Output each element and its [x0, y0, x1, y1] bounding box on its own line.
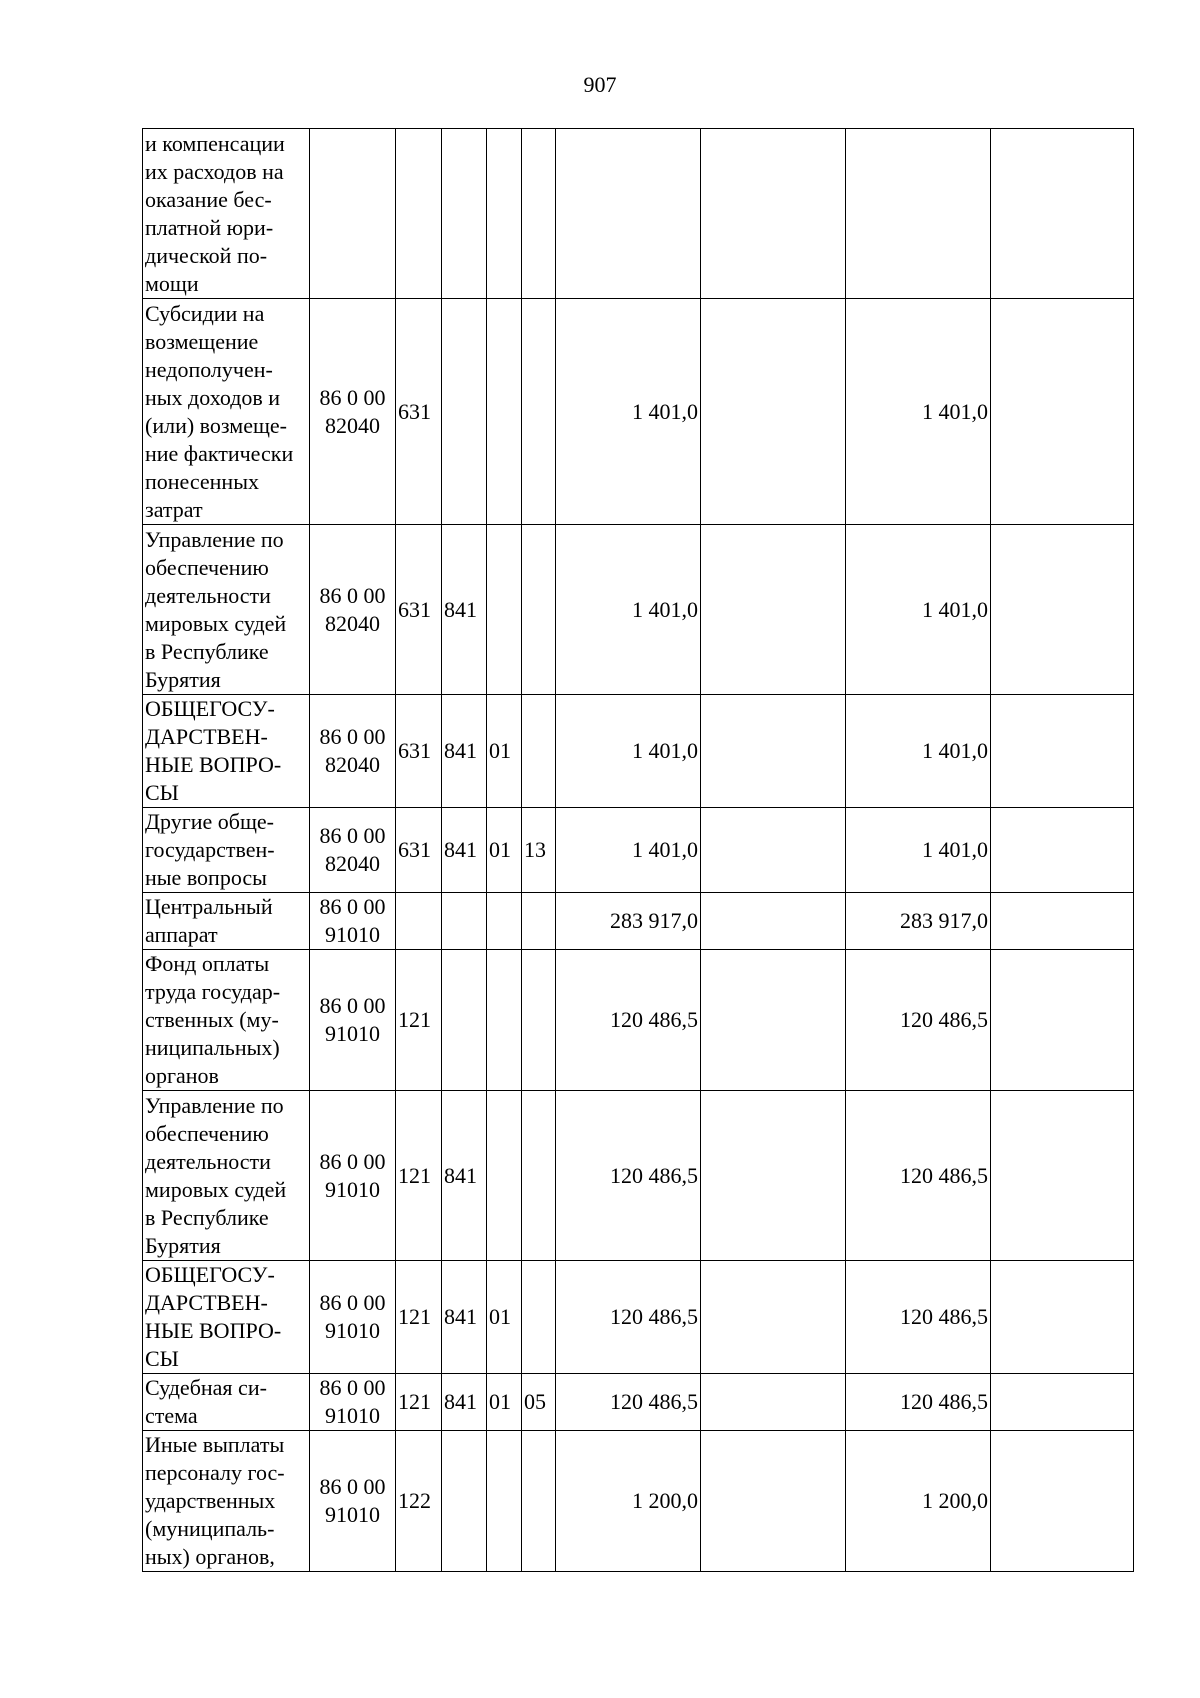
- row-csr-line: 91010: [325, 1176, 380, 1202]
- row-sum4-cell: [991, 695, 1134, 808]
- table-row: [143, 1431, 1134, 1572]
- row-name-line: дической по-: [145, 242, 268, 268]
- row-name-line: персоналу гос-: [145, 1460, 285, 1485]
- row-name-line: ные вопросы: [145, 865, 267, 890]
- row-name-line: и компенсации: [145, 130, 285, 156]
- row-name-line: платной юри-: [145, 214, 274, 240]
- row-name-cell: [143, 808, 310, 893]
- row-grbs-cell: [442, 1431, 487, 1572]
- row-csr-cell: [310, 950, 396, 1091]
- row-sum2-cell: [701, 808, 846, 893]
- row-name-line: органов: [145, 1063, 219, 1088]
- row-csr-cell: [310, 1431, 396, 1572]
- row-sum1-cell: 120 486,5: [556, 1261, 701, 1374]
- row-sum2-cell: [701, 299, 846, 525]
- row-grbs-cell: [442, 299, 487, 525]
- row-grbs-cell: [442, 129, 487, 299]
- row-csr-cell: [310, 1261, 396, 1374]
- row-csr-cell: [310, 1091, 396, 1261]
- row-name-line: возмещение: [145, 328, 259, 354]
- row-grbs-cell: 841: [442, 695, 487, 808]
- row-sum2-cell: [701, 1431, 846, 1572]
- row-sum4-cell: [991, 808, 1134, 893]
- table-row: [143, 129, 1134, 299]
- row-csr-line: 91010: [325, 1403, 380, 1428]
- row-grbs-cell: 841: [442, 1374, 487, 1431]
- row-sum3-cell: 1 401,0: [846, 695, 991, 808]
- table-row: [143, 1091, 1134, 1261]
- row-vr-cell: [396, 893, 442, 950]
- row-name-line: (или) возмеще-: [145, 412, 288, 438]
- page-number: 907: [583, 72, 617, 97]
- row-name-line: мировых судей: [145, 610, 287, 636]
- row-csr-cell: [310, 1374, 396, 1431]
- row-name-line: деятельности: [145, 1148, 271, 1174]
- table-row: [143, 1261, 1134, 1374]
- row-rz-cell: [487, 1091, 522, 1261]
- row-csr-cell: [310, 299, 396, 525]
- row-name-line: Субсидии на: [145, 300, 265, 326]
- row-pr-cell: [522, 893, 556, 950]
- row-csr-line: 91010: [325, 1502, 380, 1527]
- row-name-cell: [143, 1431, 310, 1572]
- row-pr-cell: [522, 950, 556, 1091]
- row-name-line: ных доходов и: [145, 384, 281, 410]
- row-csr-line: 91010: [325, 1021, 380, 1046]
- row-csr-line: 86 0 00: [319, 1375, 386, 1400]
- row-name-line: в Республике: [145, 638, 269, 664]
- row-grbs-cell: [442, 950, 487, 1091]
- row-name-cell: [143, 1091, 310, 1261]
- row-name-line: (муниципаль-: [145, 1516, 275, 1541]
- row-sum3-cell: 120 486,5: [846, 1091, 991, 1261]
- row-sum1-cell: 1 401,0: [556, 695, 701, 808]
- row-csr-line: 91010: [325, 922, 380, 947]
- row-name-cell: [143, 893, 310, 950]
- row-sum1-cell: 1 401,0: [556, 525, 701, 695]
- row-sum4-cell: [991, 525, 1134, 695]
- row-rz-cell: [487, 299, 522, 525]
- row-name-line: деятельности: [145, 582, 271, 608]
- table-row: [143, 893, 1134, 950]
- row-grbs-cell: 841: [442, 525, 487, 695]
- row-name-line: НЫЕ ВОПРО-: [145, 1318, 282, 1343]
- row-vr-cell: 121: [396, 1261, 442, 1374]
- row-rz-cell: [487, 525, 522, 695]
- row-sum2-cell: [701, 950, 846, 1091]
- row-vr-cell: 122: [396, 1431, 442, 1572]
- row-name-line: труда государ-: [145, 979, 281, 1004]
- row-pr-cell: [522, 129, 556, 299]
- row-rz-cell: 01: [487, 808, 522, 893]
- row-sum4-cell: [991, 1431, 1134, 1572]
- row-name-line: Центральный: [145, 894, 273, 919]
- row-csr-line: 86 0 00: [319, 582, 386, 608]
- row-name-cell: [143, 950, 310, 1091]
- row-sum1-cell: 120 486,5: [556, 950, 701, 1091]
- row-name-line: Управление по: [145, 1092, 284, 1118]
- row-sum1-cell: 1 401,0: [556, 299, 701, 525]
- row-name-line: ОБЩЕГОСУ-: [145, 1262, 275, 1287]
- row-csr-line: 86 0 00: [319, 724, 386, 749]
- row-name-line: ных) органов,: [145, 1544, 275, 1569]
- row-name-line: ДАРСТВЕН-: [145, 724, 268, 749]
- row-sum3-cell: 1 401,0: [846, 525, 991, 695]
- table-body: [143, 129, 1134, 1572]
- row-name-cell: [143, 525, 310, 695]
- row-name-cell: [143, 299, 310, 525]
- row-sum1-cell: 1 401,0: [556, 808, 701, 893]
- row-grbs-cell: 841: [442, 808, 487, 893]
- table-row: [143, 525, 1134, 695]
- row-pr-cell: 13: [522, 808, 556, 893]
- row-pr-cell: 05: [522, 1374, 556, 1431]
- row-csr-cell: [310, 129, 396, 299]
- row-sum4-cell: [991, 129, 1134, 299]
- row-vr-cell: 631: [396, 695, 442, 808]
- row-vr-cell: 631: [396, 299, 442, 525]
- row-sum1-cell: 120 486,5: [556, 1374, 701, 1431]
- row-sum2-cell: [701, 1374, 846, 1431]
- row-sum3-cell: 120 486,5: [846, 1261, 991, 1374]
- row-sum2-cell: [701, 1261, 846, 1374]
- row-pr-cell: [522, 1091, 556, 1261]
- row-csr-line: 86 0 00: [319, 1148, 386, 1174]
- row-grbs-cell: 841: [442, 1261, 487, 1374]
- row-vr-cell: 121: [396, 950, 442, 1091]
- row-name-line: обеспечению: [145, 1120, 269, 1146]
- row-sum1-cell: 283 917,0: [556, 893, 701, 950]
- row-name-line: НЫЕ ВОПРО-: [145, 752, 282, 777]
- row-csr-line: 82040: [325, 752, 380, 777]
- row-sum3-cell: 120 486,5: [846, 1374, 991, 1431]
- row-sum2-cell: [701, 129, 846, 299]
- row-name-line: ние фактически: [145, 440, 294, 466]
- row-csr-line: 82040: [325, 851, 380, 876]
- row-name-line: ОБЩЕГОСУ-: [145, 696, 275, 721]
- row-sum4-cell: [991, 1261, 1134, 1374]
- row-vr-cell: [396, 129, 442, 299]
- row-csr-line: 91010: [325, 1318, 380, 1343]
- row-name-line: ниципальных): [145, 1035, 280, 1060]
- row-csr-line: 86 0 00: [319, 1474, 386, 1499]
- row-name-line: оказание бес-: [145, 186, 272, 212]
- row-name-line: Другие обще-: [145, 809, 275, 834]
- row-name-line: СЫ: [145, 1346, 179, 1371]
- row-csr-line: 82040: [325, 412, 380, 438]
- row-name-line: государствен-: [145, 837, 275, 862]
- row-csr-line: 86 0 00: [319, 823, 386, 848]
- row-name-line: Иные выплаты: [145, 1432, 285, 1457]
- row-csr-line: 82040: [325, 610, 380, 636]
- row-pr-cell: [522, 1261, 556, 1374]
- row-rz-cell: [487, 1431, 522, 1572]
- row-name-line: обеспечению: [145, 554, 269, 580]
- row-vr-cell: 631: [396, 525, 442, 695]
- row-sum3-cell: 1 401,0: [846, 299, 991, 525]
- row-name-line: Управление по: [145, 526, 284, 552]
- row-sum2-cell: [701, 893, 846, 950]
- table-row: [143, 299, 1134, 525]
- row-csr-cell: [310, 695, 396, 808]
- row-name-line: в Республике: [145, 1204, 269, 1230]
- row-rz-cell: [487, 950, 522, 1091]
- row-sum2-cell: [701, 525, 846, 695]
- row-csr-line: 86 0 00: [319, 993, 386, 1018]
- row-name-cell: [143, 129, 310, 299]
- row-csr-line: 86 0 00: [319, 384, 386, 410]
- row-name-line: стема: [145, 1403, 198, 1428]
- row-name-line: мощи: [145, 270, 199, 296]
- row-sum4-cell: [991, 1374, 1134, 1431]
- row-vr-cell: 631: [396, 808, 442, 893]
- row-grbs-cell: 841: [442, 1091, 487, 1261]
- row-sum2-cell: [701, 1091, 846, 1261]
- row-pr-cell: [522, 1431, 556, 1572]
- row-pr-cell: [522, 695, 556, 808]
- row-name-line: затрат: [145, 496, 203, 522]
- row-name-line: Бурятия: [145, 1232, 221, 1258]
- row-pr-cell: [522, 299, 556, 525]
- row-name-line: ственных (му-: [145, 1007, 279, 1032]
- table-row: [143, 1374, 1134, 1431]
- row-sum3-cell: [846, 129, 991, 299]
- row-rz-cell: 01: [487, 1261, 522, 1374]
- row-sum4-cell: [991, 1091, 1134, 1261]
- row-sum4-cell: [991, 299, 1134, 525]
- budget-table: [142, 128, 1134, 1572]
- row-sum3-cell: 120 486,5: [846, 950, 991, 1091]
- row-vr-cell: 121: [396, 1374, 442, 1431]
- row-grbs-cell: [442, 893, 487, 950]
- row-name-line: мировых судей: [145, 1176, 287, 1202]
- row-rz-cell: 01: [487, 695, 522, 808]
- row-name-line: их расходов на: [145, 158, 284, 184]
- row-name-line: Бурятия: [145, 666, 221, 692]
- row-sum3-cell: 1 200,0: [846, 1431, 991, 1572]
- table-row: [143, 950, 1134, 1091]
- row-name-line: аппарат: [145, 922, 218, 947]
- row-csr-line: 86 0 00: [319, 894, 386, 919]
- table-row: [143, 695, 1134, 808]
- row-sum4-cell: [991, 893, 1134, 950]
- row-name-line: СЫ: [145, 780, 179, 805]
- table-row: [143, 808, 1134, 893]
- row-sum3-cell: 283 917,0: [846, 893, 991, 950]
- row-name-cell: [143, 1261, 310, 1374]
- row-vr-cell: 121: [396, 1091, 442, 1261]
- row-csr-cell: [310, 525, 396, 695]
- row-csr-cell: [310, 808, 396, 893]
- row-name-line: ударственных: [145, 1488, 276, 1513]
- row-sum1-cell: [556, 129, 701, 299]
- row-rz-cell: [487, 129, 522, 299]
- row-rz-cell: 01: [487, 1374, 522, 1431]
- row-csr-cell: [310, 893, 396, 950]
- row-sum1-cell: 120 486,5: [556, 1091, 701, 1261]
- row-name-line: Фонд оплаты: [145, 951, 270, 976]
- row-rz-cell: [487, 893, 522, 950]
- row-name-line: ДАРСТВЕН-: [145, 1290, 268, 1315]
- row-name-line: понесенных: [145, 468, 259, 494]
- row-name-cell: [143, 1374, 310, 1431]
- row-sum3-cell: 1 401,0: [846, 808, 991, 893]
- row-sum4-cell: [991, 950, 1134, 1091]
- row-csr-line: 86 0 00: [319, 1290, 386, 1315]
- row-name-line: Судебная си-: [145, 1375, 267, 1400]
- row-pr-cell: [522, 525, 556, 695]
- row-name-cell: [143, 695, 310, 808]
- row-name-line: недополучен-: [145, 356, 273, 382]
- row-sum1-cell: 1 200,0: [556, 1431, 701, 1572]
- row-sum2-cell: [701, 695, 846, 808]
